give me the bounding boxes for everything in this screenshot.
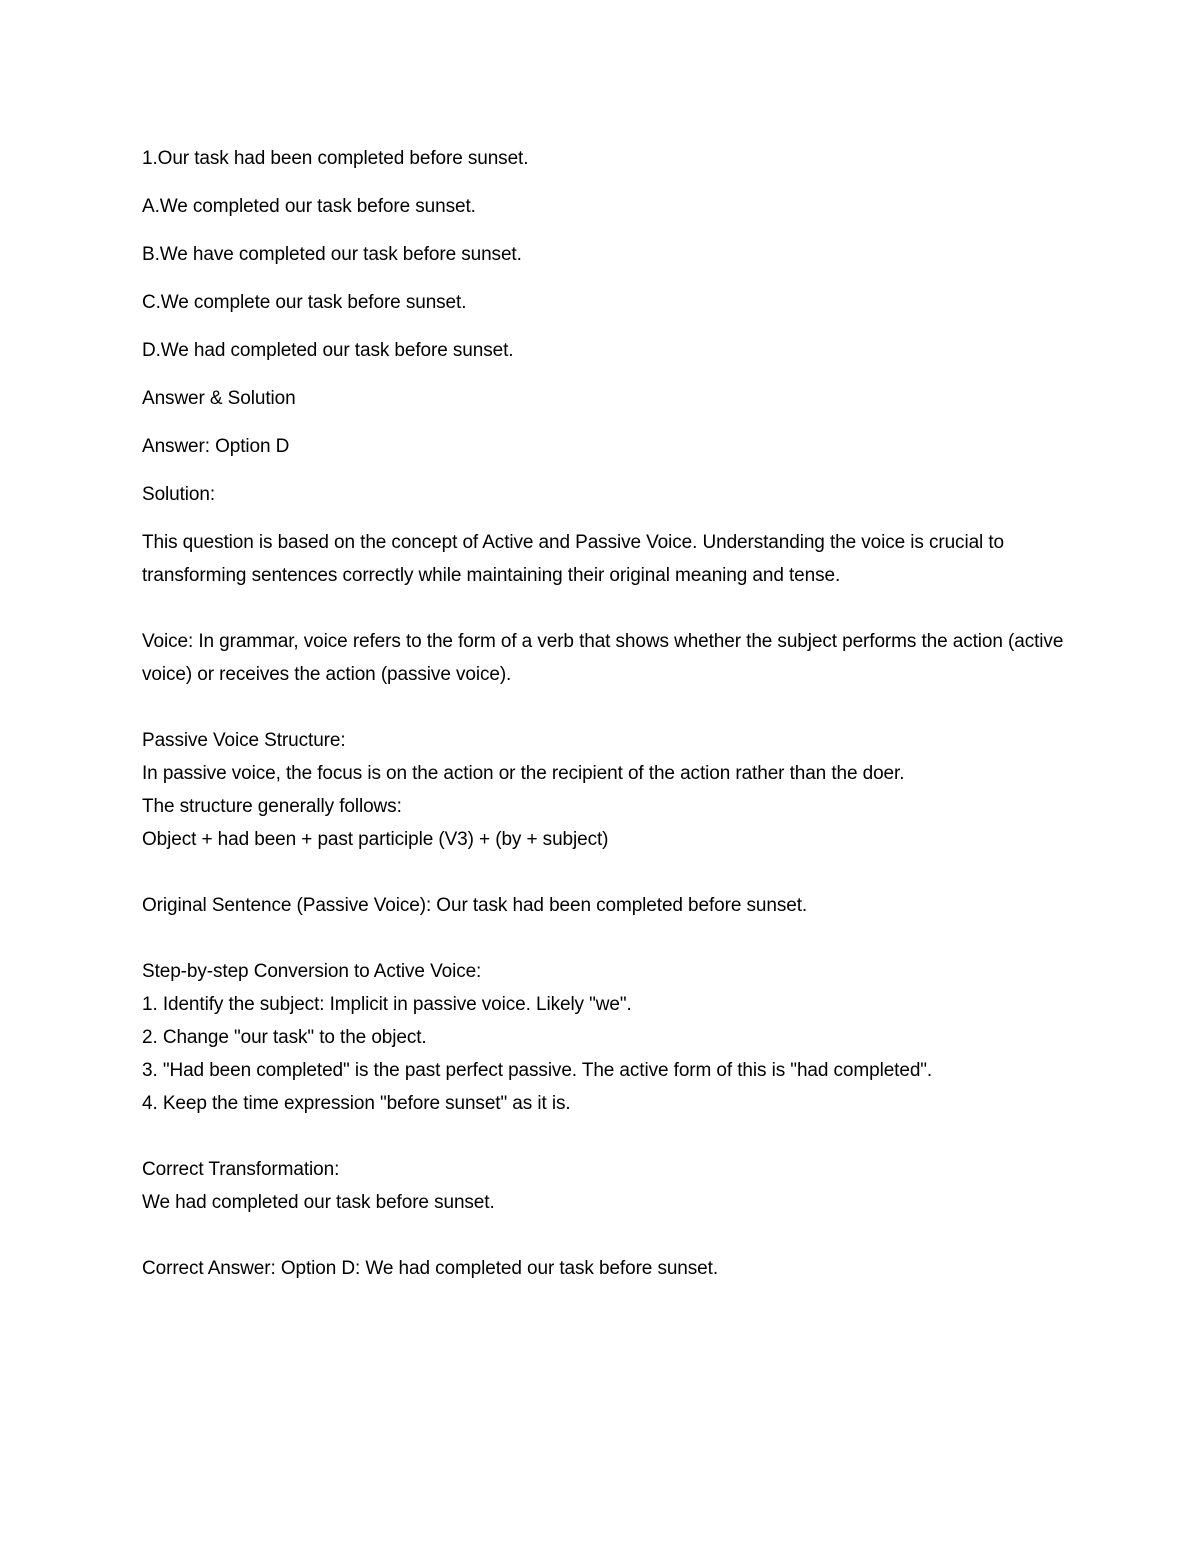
answer-line: Answer: Option D — [142, 436, 290, 457]
solution-intro: This question is based on the concept of Active and Passive Voice. Understanding the voice is crucial to transforming sentences correctly while maintaining their original meaning and tense. — [142, 532, 1004, 586]
blank-line — [142, 592, 1072, 625]
document-content — [142, 142, 1072, 1285]
option-c: C.We complete our task before sunset. — [142, 292, 467, 313]
option-a: A.We completed our task before sunset. — [142, 196, 476, 217]
solution-body — [142, 526, 1072, 1285]
blank-line — [142, 856, 1072, 889]
transformation-heading: Correct Transformation: — [142, 1159, 340, 1180]
blank-line — [142, 691, 1072, 724]
step-item: 3. "Had been completed" is the past perfect passive. The active form of this is "had completed". — [142, 1060, 933, 1081]
step-item: 2. Change "our task" to the object. — [142, 1027, 427, 1048]
step-item: 4. Keep the time expression "before sunset" as it is. — [142, 1093, 571, 1114]
option-d: D.We had completed our task before sunset. — [142, 340, 514, 361]
answer-solution-heading: Answer & Solution — [142, 388, 296, 409]
solution-label: Solution: — [142, 484, 216, 505]
passive-formula: Object + had been + past participle (V3) + (by + subject) — [142, 829, 609, 850]
blank-line — [142, 922, 1072, 955]
option-b: B.We have completed our task before sunset. — [142, 244, 522, 265]
transformation-sentence: We had completed our task before sunset. — [142, 1192, 495, 1213]
blank-line — [142, 1219, 1072, 1252]
step-item: 1. Identify the subject: Implicit in passive voice. Likely "we". — [142, 994, 632, 1015]
passive-structure-heading: Passive Voice Structure: — [142, 730, 346, 751]
original-sentence: Original Sentence (Passive Voice): Our task had been completed before sunset. — [142, 895, 808, 916]
voice-definition: Voice: In grammar, voice refers to the form of a verb that shows whether the subject performs the action (active voice) or receives the action (passive voice). — [142, 631, 1064, 685]
question-text: 1.Our task had been completed before sunset. — [142, 148, 529, 169]
steps-heading: Step-by-step Conversion to Active Voice: — [142, 961, 482, 982]
passive-description-1: In passive voice, the focus is on the action or the recipient of the action rather than the doer. — [142, 763, 905, 784]
passive-description-2: The structure generally follows: — [142, 796, 402, 817]
correct-answer: Correct Answer: Option D: We had completed our task before sunset. — [142, 1258, 718, 1279]
blank-line — [142, 1120, 1072, 1153]
